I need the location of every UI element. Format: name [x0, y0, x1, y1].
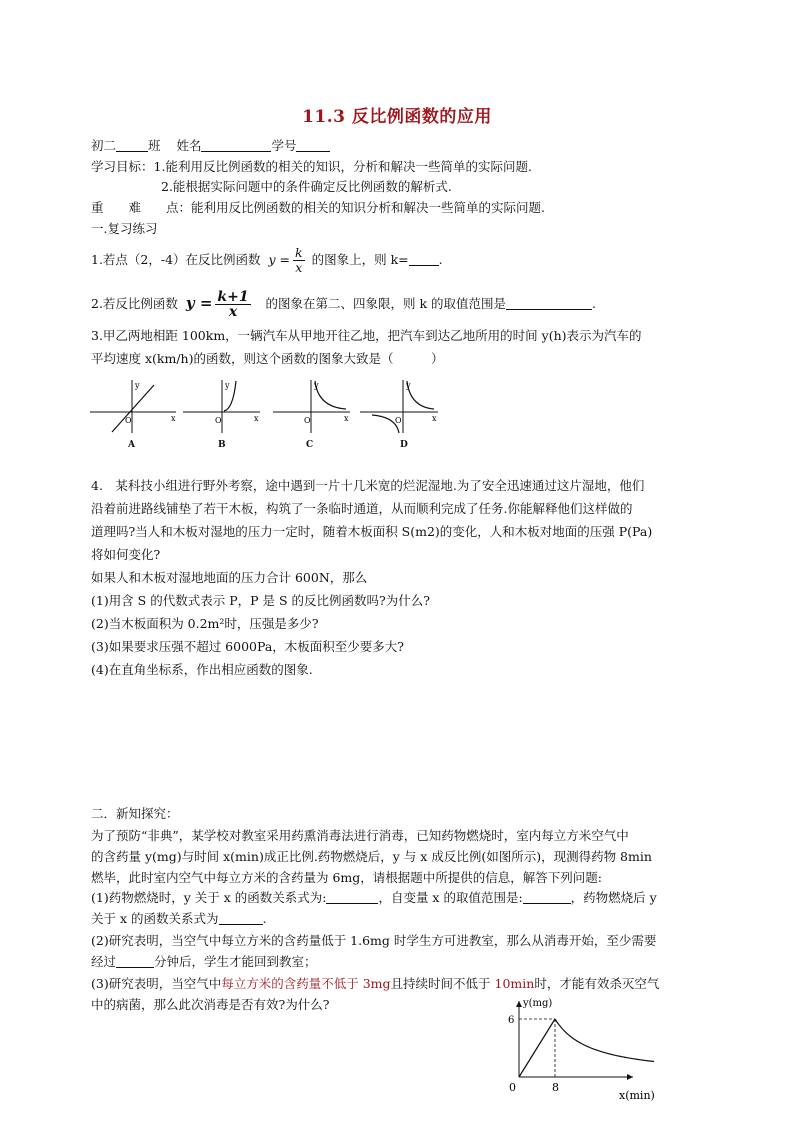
option-b-label[interactable]: B [218, 440, 226, 450]
origin-label: O [125, 416, 132, 425]
goals-label: 学习目标： [91, 159, 154, 174]
number-blank[interactable] [296, 138, 330, 152]
p3-text: 时，才能有效杀灭空气 [534, 976, 660, 991]
question-2 [91, 283, 721, 323]
option-c-label[interactable]: C [306, 440, 314, 450]
q4-line: (3)如果要求压强不超过 6000Pa，木板面积至少要多大? [91, 639, 404, 654]
q4-line: 道理吗?当人和木板对湿地的压力一定时，随着木板面积 S(m2)的变化，人和木板对地面的压强 P(Pa) [91, 524, 653, 539]
axis-label-x: x [171, 414, 176, 423]
q4-line: 如果人和木板对湿地地面的压力合计 600N，那么 [91, 570, 368, 585]
key-points-line [91, 199, 721, 217]
q4-line: (2)当木板面积为 0.2m²时，压强是多少? [91, 616, 319, 631]
question-1 [91, 240, 721, 280]
graph-option-b[interactable] [183, 380, 260, 433]
option-a-label[interactable]: A [128, 440, 135, 450]
intro-line: 燃毕，此时室内空气中每立方米的含药量为 6mg，请根据题中所提供的信息，解答下列问题: [91, 870, 602, 885]
student-info-line [91, 137, 721, 155]
goal-line-1 [91, 158, 721, 176]
q3-option-labels [0, 440, 794, 454]
q4-line: 沿着前进路线铺垫了若干木板，构筑了一条临时通道，从而顺利完成了任务.你能解释他们这样做的 [91, 501, 633, 516]
axis-label-x: x [254, 414, 259, 423]
question-3-line-2: 平均速度 x(km/h)的函数，则这个函数的图象大致是（ ） [91, 351, 444, 366]
part-1-line-2 [91, 910, 721, 928]
section2-heading: 二．新知探究： [91, 806, 179, 821]
q1-fraction [293, 246, 305, 275]
intro-line: 的含药量 y(mg)与时间 x(min)成正比例.药物燃烧后，y 与 x 成反比例(如图所示)，现测得药物 8min [91, 849, 652, 864]
part-1-line-1 [91, 889, 721, 907]
origin-label: O [395, 416, 402, 425]
key-points-label: 重 难 点： [91, 200, 192, 215]
axis-label-x: x [344, 414, 349, 423]
p3-highlight-value: 3mg [358, 976, 391, 991]
section1-heading: 一.复习练习 [91, 221, 158, 236]
key-points-text: 能利用反比例函数的相关的知识分析和解决一些简单的实际问题. [191, 200, 545, 215]
goal-item: 1.能利用反比例函数的相关的知识，分析和解决一些简单的实际问题. [153, 159, 532, 174]
drug-concentration-chart [505, 995, 675, 1105]
name-label: 姓名 [176, 138, 202, 153]
q2-end: . [592, 296, 597, 311]
q1-text-after: 的图象上，则 k= [311, 252, 409, 267]
x-tick-label: 8 [552, 1081, 559, 1094]
axis-label-y: y [135, 381, 140, 390]
q1-end: . [438, 252, 443, 267]
p1-text-c: ，药物燃烧后 y [570, 890, 657, 905]
y-axis-label: y(mg) [523, 998, 553, 1009]
q4-line: 4. 某科技小组进行野外考察，途中遇到一片十几米宽的烂泥湿地.为了安全迅速通过这片湿地，他们 [91, 478, 645, 493]
q1-numerator: k [295, 245, 303, 260]
y-axis-arrow [516, 1001, 522, 1007]
q1-text: 1.若点（2，-4）在反比例函数 [91, 252, 261, 267]
question-4 [91, 474, 721, 681]
page-title: 11.3 反比例函数的应用 [302, 107, 492, 127]
graph-option-c[interactable] [273, 380, 350, 433]
option-d-label[interactable]: D [400, 440, 408, 450]
p2-text-a: 经过 [91, 954, 117, 969]
p1-end: . [262, 911, 267, 926]
question-3-line-1: 3.甲乙两地相距 100km，一辆汽车从甲地开往乙地，把汽车到达乙地所用的时间 y(h)表示为汽车的 [91, 328, 642, 343]
p1-text-a: (1)药物燃烧时，y 关于 x 的函数关系式为: [91, 890, 327, 905]
p3-text: (3)研究表明，当空气中 [91, 976, 222, 991]
goal-line-2 [161, 178, 791, 196]
axis-label-x: x [432, 414, 437, 423]
q4-line: (1)用含 S 的代数式表示 P，P 是 S 的反比例函数吗?为什么? [91, 593, 430, 608]
origin-label: 0 [509, 1081, 516, 1094]
q2-answer-blank[interactable] [506, 296, 592, 310]
origin-label: O [304, 416, 311, 425]
class-label-suffix: 班 [148, 138, 161, 153]
name-blank[interactable] [201, 138, 271, 152]
q2-text: 2.若反比例函数 [91, 296, 178, 311]
q3-option-graphs [88, 377, 448, 437]
q2-function-lhs: y = [185, 294, 213, 312]
goal-item: 2.能根据实际问题中的条件确定反比例函数的解析式. [161, 179, 452, 194]
number-label: 学号 [271, 138, 297, 153]
q1-denominator: x [295, 260, 303, 275]
axis-label-y: y [314, 381, 319, 390]
p1-text-b: ，自变量 x 的取值范围是: [378, 890, 523, 905]
graph-option-d[interactable] [360, 380, 438, 433]
axis-label-y: y [406, 381, 411, 390]
section2-intro [91, 825, 721, 888]
class-blank[interactable] [116, 138, 148, 152]
q1-function-lhs: y = [268, 252, 291, 267]
part-3-line-1 [91, 975, 721, 993]
p3-text: 且持续时间不低于 [390, 976, 491, 991]
p1-blank-after-function[interactable] [219, 911, 263, 925]
y-tick-label: 6 [508, 1015, 515, 1026]
part-3-line-2: 中的病菌，那么此次消毒是否有效?为什么? [91, 997, 330, 1012]
part-2-line-1: (2)研究表明，当空气中每立方米的含药量低于 1.6mg 时学生方可进教室，那么从消毒开始，至少需要 [91, 933, 657, 948]
q2-fraction [215, 290, 250, 319]
axis-label-y: y [225, 381, 230, 390]
graph-option-a[interactable] [90, 380, 176, 433]
q4-line: (4)在直角坐标系，作出相应函数的图象. [91, 662, 313, 677]
intro-line: 为了预防“非典”，某学校对教室采用药熏消毒法进行消毒，已知药物燃烧时，室内每立方米空气中 [91, 828, 629, 843]
x-axis-label: x(min) [619, 1089, 655, 1102]
origin-label: O [215, 416, 222, 425]
p2-text-b: 分钟后，学生才能回到教室； [154, 954, 317, 969]
q2-numerator: k+1 [217, 289, 249, 305]
q1-answer-blank[interactable] [409, 252, 439, 266]
q4-line: 将如何变化? [91, 547, 161, 562]
decay-phase-curve [555, 1019, 654, 1062]
p2-blank-minutes[interactable] [116, 954, 154, 968]
part-2-line-2 [91, 953, 721, 971]
p1-blank-function[interactable] [326, 890, 378, 904]
burning-phase-line [519, 1019, 555, 1077]
p3-highlight: 每立方米的含药量不低于 [221, 976, 359, 991]
p3-highlight-duration: 10min [490, 976, 535, 991]
p1-text-d: 关于 x 的函数关系式为 [91, 911, 219, 926]
q2-text-after: 的图象在第二、四象限，则 k 的取值范围是 [265, 296, 507, 311]
q2-denominator: x [228, 304, 238, 320]
p1-blank-domain[interactable] [523, 890, 571, 904]
class-label: 初二 [91, 138, 117, 153]
x-axis-arrow [627, 1074, 633, 1080]
